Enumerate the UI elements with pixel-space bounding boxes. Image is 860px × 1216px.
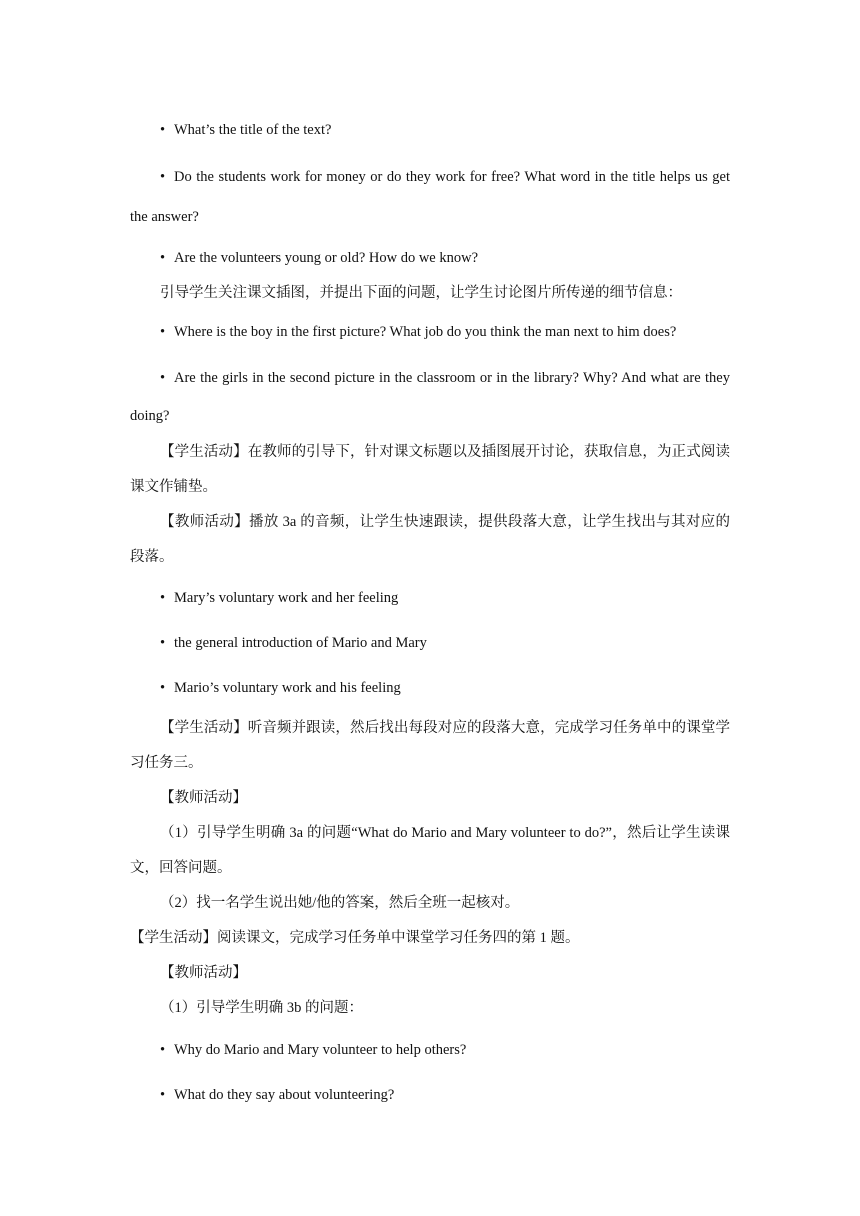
bullet-question-girls bbox=[130, 359, 730, 435]
bullet-question-money bbox=[130, 157, 730, 237]
paragraph-student-activity-3 bbox=[130, 921, 730, 956]
bullet-text: Mario’s voluntary work and his feeling bbox=[174, 680, 401, 696]
bullet-question-why bbox=[130, 1032, 730, 1069]
paragraph-teacher-activity-heading-2 bbox=[130, 956, 730, 991]
document-page bbox=[130, 112, 730, 1114]
bullet-icon: • bbox=[160, 250, 166, 266]
paragraph-text: 【教师活动】 bbox=[160, 965, 247, 981]
bullet-icon: • bbox=[160, 590, 166, 606]
bullet-question-boy bbox=[130, 314, 730, 351]
paragraph-student-activity-1 bbox=[130, 435, 730, 505]
bullet-option-mario bbox=[130, 670, 730, 707]
bullet-icon: • bbox=[160, 169, 166, 185]
bullet-text: Mary’s voluntary work and her feeling bbox=[174, 590, 399, 606]
bullet-text: Are the volunteers young or old? How do we know? bbox=[174, 250, 479, 266]
paragraph-text: 【教师活动】播放 3a 的音频，让学生快速跟读，提供段落大意，让学生找出与其对应的段落。 bbox=[130, 514, 730, 565]
bullet-icon: • bbox=[160, 635, 166, 651]
paragraph-student-activity-2 bbox=[130, 711, 730, 781]
paragraph-text: 【教师活动】 bbox=[160, 790, 247, 806]
bullet-text: the general introduction of Mario and Mary bbox=[174, 635, 427, 651]
paragraph-guide-pictures bbox=[130, 277, 730, 309]
bullet-text: Do the students work for money or do they work for free? What word in the title helps us get the answer? bbox=[130, 169, 730, 225]
bullet-icon: • bbox=[160, 1087, 166, 1103]
bullet-question-volunteers-age bbox=[130, 240, 730, 277]
paragraph-step-3b bbox=[130, 991, 730, 1026]
paragraph-text: （1）引导学生明确 3a 的问题“What do Mario and Mary volunteer to do?”，然后让学生读课文，回答问题。 bbox=[130, 825, 730, 876]
bullet-text: Are the girls in the second picture in the classroom or in the library? Why? And what are they doing? bbox=[130, 370, 730, 424]
paragraph-teacher-activity-1 bbox=[130, 505, 730, 575]
bullet-text: Why do Mario and Mary volunteer to help others? bbox=[174, 1042, 467, 1058]
bullet-icon: • bbox=[160, 680, 166, 696]
bullet-option-intro bbox=[130, 625, 730, 662]
bullet-question-what-say bbox=[130, 1077, 730, 1114]
bullet-text: What do they say about volunteering? bbox=[174, 1087, 395, 1103]
bullet-question-title bbox=[130, 112, 730, 149]
bullet-text: What’s the title of the text? bbox=[174, 122, 332, 138]
bullet-text: Where is the boy in the first picture? What job do you think the man next to him does? bbox=[174, 324, 677, 340]
bullet-icon: • bbox=[160, 370, 166, 386]
paragraph-text: 引导学生关注课文插图，并提出下面的问题，让学生讨论图片所传递的细节信息： bbox=[160, 285, 682, 301]
bullet-option-mary bbox=[130, 580, 730, 617]
bullet-icon: • bbox=[160, 324, 166, 340]
paragraph-text: 【学生活动】听音频并跟读，然后找出每段对应的段落大意，完成学习任务单中的课堂学习任务三。 bbox=[130, 720, 730, 771]
paragraph-text: 【学生活动】阅读课文，完成学习任务单中课堂学习任务四的第 1 题。 bbox=[130, 930, 580, 946]
paragraph-text: （2）找一名学生说出她/他的答案，然后全班一起核对。 bbox=[160, 895, 520, 911]
paragraph-text: 【学生活动】在教师的引导下，针对课文标题以及插图展开讨论，获取信息，为正式阅读课文作铺垫。 bbox=[130, 444, 730, 495]
paragraph-teacher-activity-heading-1 bbox=[130, 781, 730, 816]
paragraph-text: （1）引导学生明确 3b 的问题： bbox=[160, 1000, 363, 1016]
bullet-icon: • bbox=[160, 1042, 166, 1058]
paragraph-step-1 bbox=[130, 816, 730, 886]
paragraph-step-2 bbox=[130, 886, 730, 921]
bullet-icon: • bbox=[160, 122, 166, 138]
